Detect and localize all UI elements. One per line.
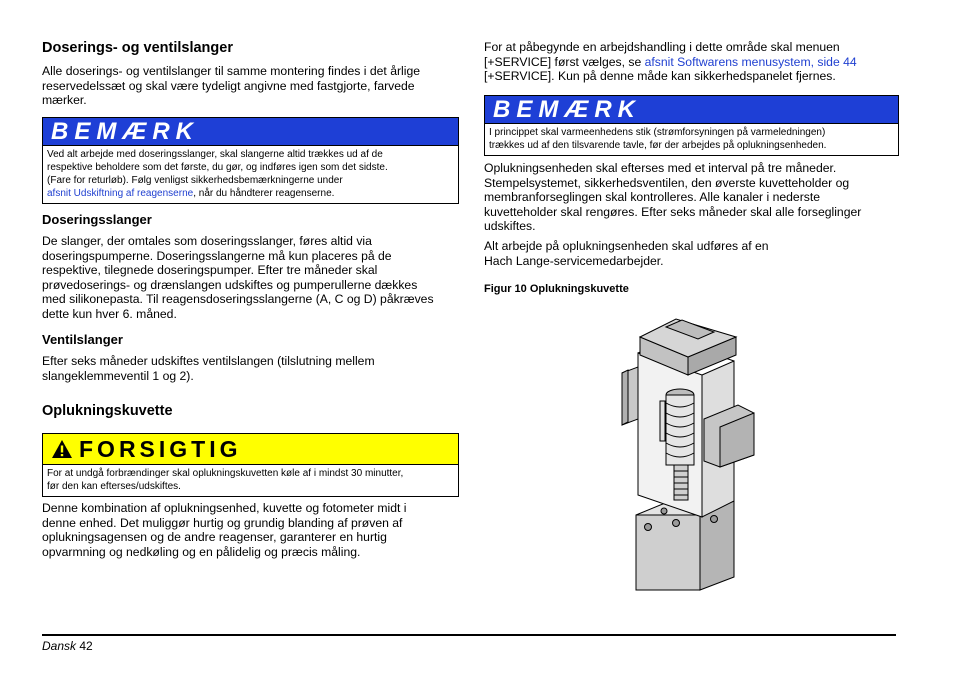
text-line: Alt arbejde på oplukningsenheden skal udføres af en (484, 239, 769, 253)
text-line: I princippet skal varmeenhedens stik (strømforsyningen på varmeledningen) (489, 127, 826, 138)
paragraph-valve-tubes (42, 354, 375, 383)
text-line: Oplukningsenheden skal efterses med et interval på tre måneder. (484, 161, 837, 175)
text-line: trækkes ud af den tilsvarende tavle, før der arbejdes på oplukningsenheden. (489, 140, 827, 151)
footer-page-number: 42 (79, 639, 93, 653)
figure-caption: Figur 10 Oplukningskuvette (484, 283, 629, 295)
text-line: [+SERVICE]. Kun på denne måde kan sikkerhedspanelet fjernes. (484, 69, 836, 84)
footer-language: Dansk (42, 639, 77, 653)
caution-body (43, 465, 458, 496)
paragraph-service-menu (484, 40, 857, 84)
text-line: kuvetteholder skal rengøres. Efter seks måneder skal alle forseglinger (484, 204, 862, 219)
text-line: [+SERVICE] først vælges, se (484, 54, 645, 69)
note-box-dosing (42, 117, 459, 204)
caution-box (42, 433, 459, 497)
heading-dosing-valve-tubes: Doserings- og ventilslanger (42, 40, 233, 56)
text-line: opvarmning og nedkøling og en pålidelig og præcis måling. (42, 544, 361, 559)
note-body (43, 146, 458, 203)
note-title: BEMÆRK (493, 95, 641, 123)
text-line: , når du håndterer reagenserne. (193, 188, 335, 199)
note-body (485, 124, 898, 155)
heading-valve-tubes: Ventilslanger (42, 332, 123, 347)
paragraph-digestion-unit (42, 501, 407, 559)
text-line: doseringspumperne. Doseringsslangerne må kun placeres på de (42, 248, 392, 263)
text-line: (Fare for returløb). Følg venligst sikkerhedsbemærkningerne under (47, 175, 343, 186)
digestion-cuvette-illustration (618, 315, 758, 595)
text-line: Stempelsystemet, sikkerhedsventilen, den øverste kuvetteholder og (484, 175, 850, 190)
caution-title: FORSIGTIG (79, 435, 242, 462)
text-line: før den kan efterses/udskiftes. (47, 481, 181, 492)
text-line: reservedelssæt og skal være tydeligt angivne med fastgjorte, farvede (42, 78, 415, 93)
text-line: Hach Lange-servicemedarbejder. (484, 253, 664, 268)
paragraph-dosing-tubes (42, 234, 434, 322)
link-replace-reagents[interactable]: afsnit Udskiftning af reagenserne (47, 188, 194, 199)
text-line: mærker. (42, 93, 87, 108)
page-footer (42, 639, 93, 653)
text-line: Ved alt arbejde med doseringsslanger, skal slangerne altid trækkes ud af de (47, 149, 383, 160)
heading-digestion-cuvette: Oplukningskuvette (42, 403, 173, 419)
text-line: respektive, tilegnede doseringspumper. Efter tre måneder skal (42, 263, 378, 278)
text-line: De slanger, der omtales som doseringsslanger, føres altid via (42, 234, 372, 248)
paragraph-tubes-intro (42, 64, 420, 108)
text-line: denne enhed. Det muliggør hurtig og grundig blanding af prøven af (42, 515, 403, 530)
text-line: Denne kombination af oplukningsenhed, kuvette og fotometer midt i (42, 501, 407, 515)
text-line: membranforseglingen skal kontrolleres. Alle kanaler i nederste (484, 190, 821, 205)
text-line: oplukningsagensen og de andre reagenser, garanterer en hurtig (42, 530, 387, 545)
text-line: prøvedoserings- og drænslangen udskiftes og pumperullerne dækkes (42, 277, 418, 292)
text-line: slangeklemmeventil 1 og 2). (42, 368, 194, 383)
text-line: udskiftes. (484, 219, 536, 234)
paragraph-inspection (484, 161, 861, 234)
link-software-menu[interactable]: afsnit Softwarens menusystem, side 44 (644, 54, 857, 69)
text-line: For at påbegynde en arbejdshandling i dette område skal menuen (484, 40, 840, 54)
text-line: Efter seks måneder udskiftes ventilslangen (tilslutning mellem (42, 354, 375, 368)
paragraph-service-staff (484, 239, 769, 268)
warning-triangle-icon (51, 439, 73, 459)
text-line: med silikonepasta. Til reagensdoseringsslangerne (A, C og D) påkræves (42, 292, 434, 307)
note-title: BEMÆRK (51, 117, 199, 145)
text-line: respektive beholdere som det første, du gør, og indføres igen som det sidste. (47, 162, 388, 173)
footer-divider (42, 634, 896, 636)
note-header (43, 118, 458, 146)
text-line: For at undgå forbrændinger skal oplukningskuvetten køle af i mindst 30 minutter, (47, 468, 404, 479)
note-box-heater (484, 95, 899, 156)
caution-header (43, 434, 458, 465)
text-line: Alle doserings- og ventilslanger til samme montering findes i det årlige (42, 64, 420, 78)
note-header (485, 96, 898, 124)
text-line: dette kun hver 6. måned. (42, 306, 177, 321)
heading-dosing-tubes: Doseringsslanger (42, 212, 152, 227)
